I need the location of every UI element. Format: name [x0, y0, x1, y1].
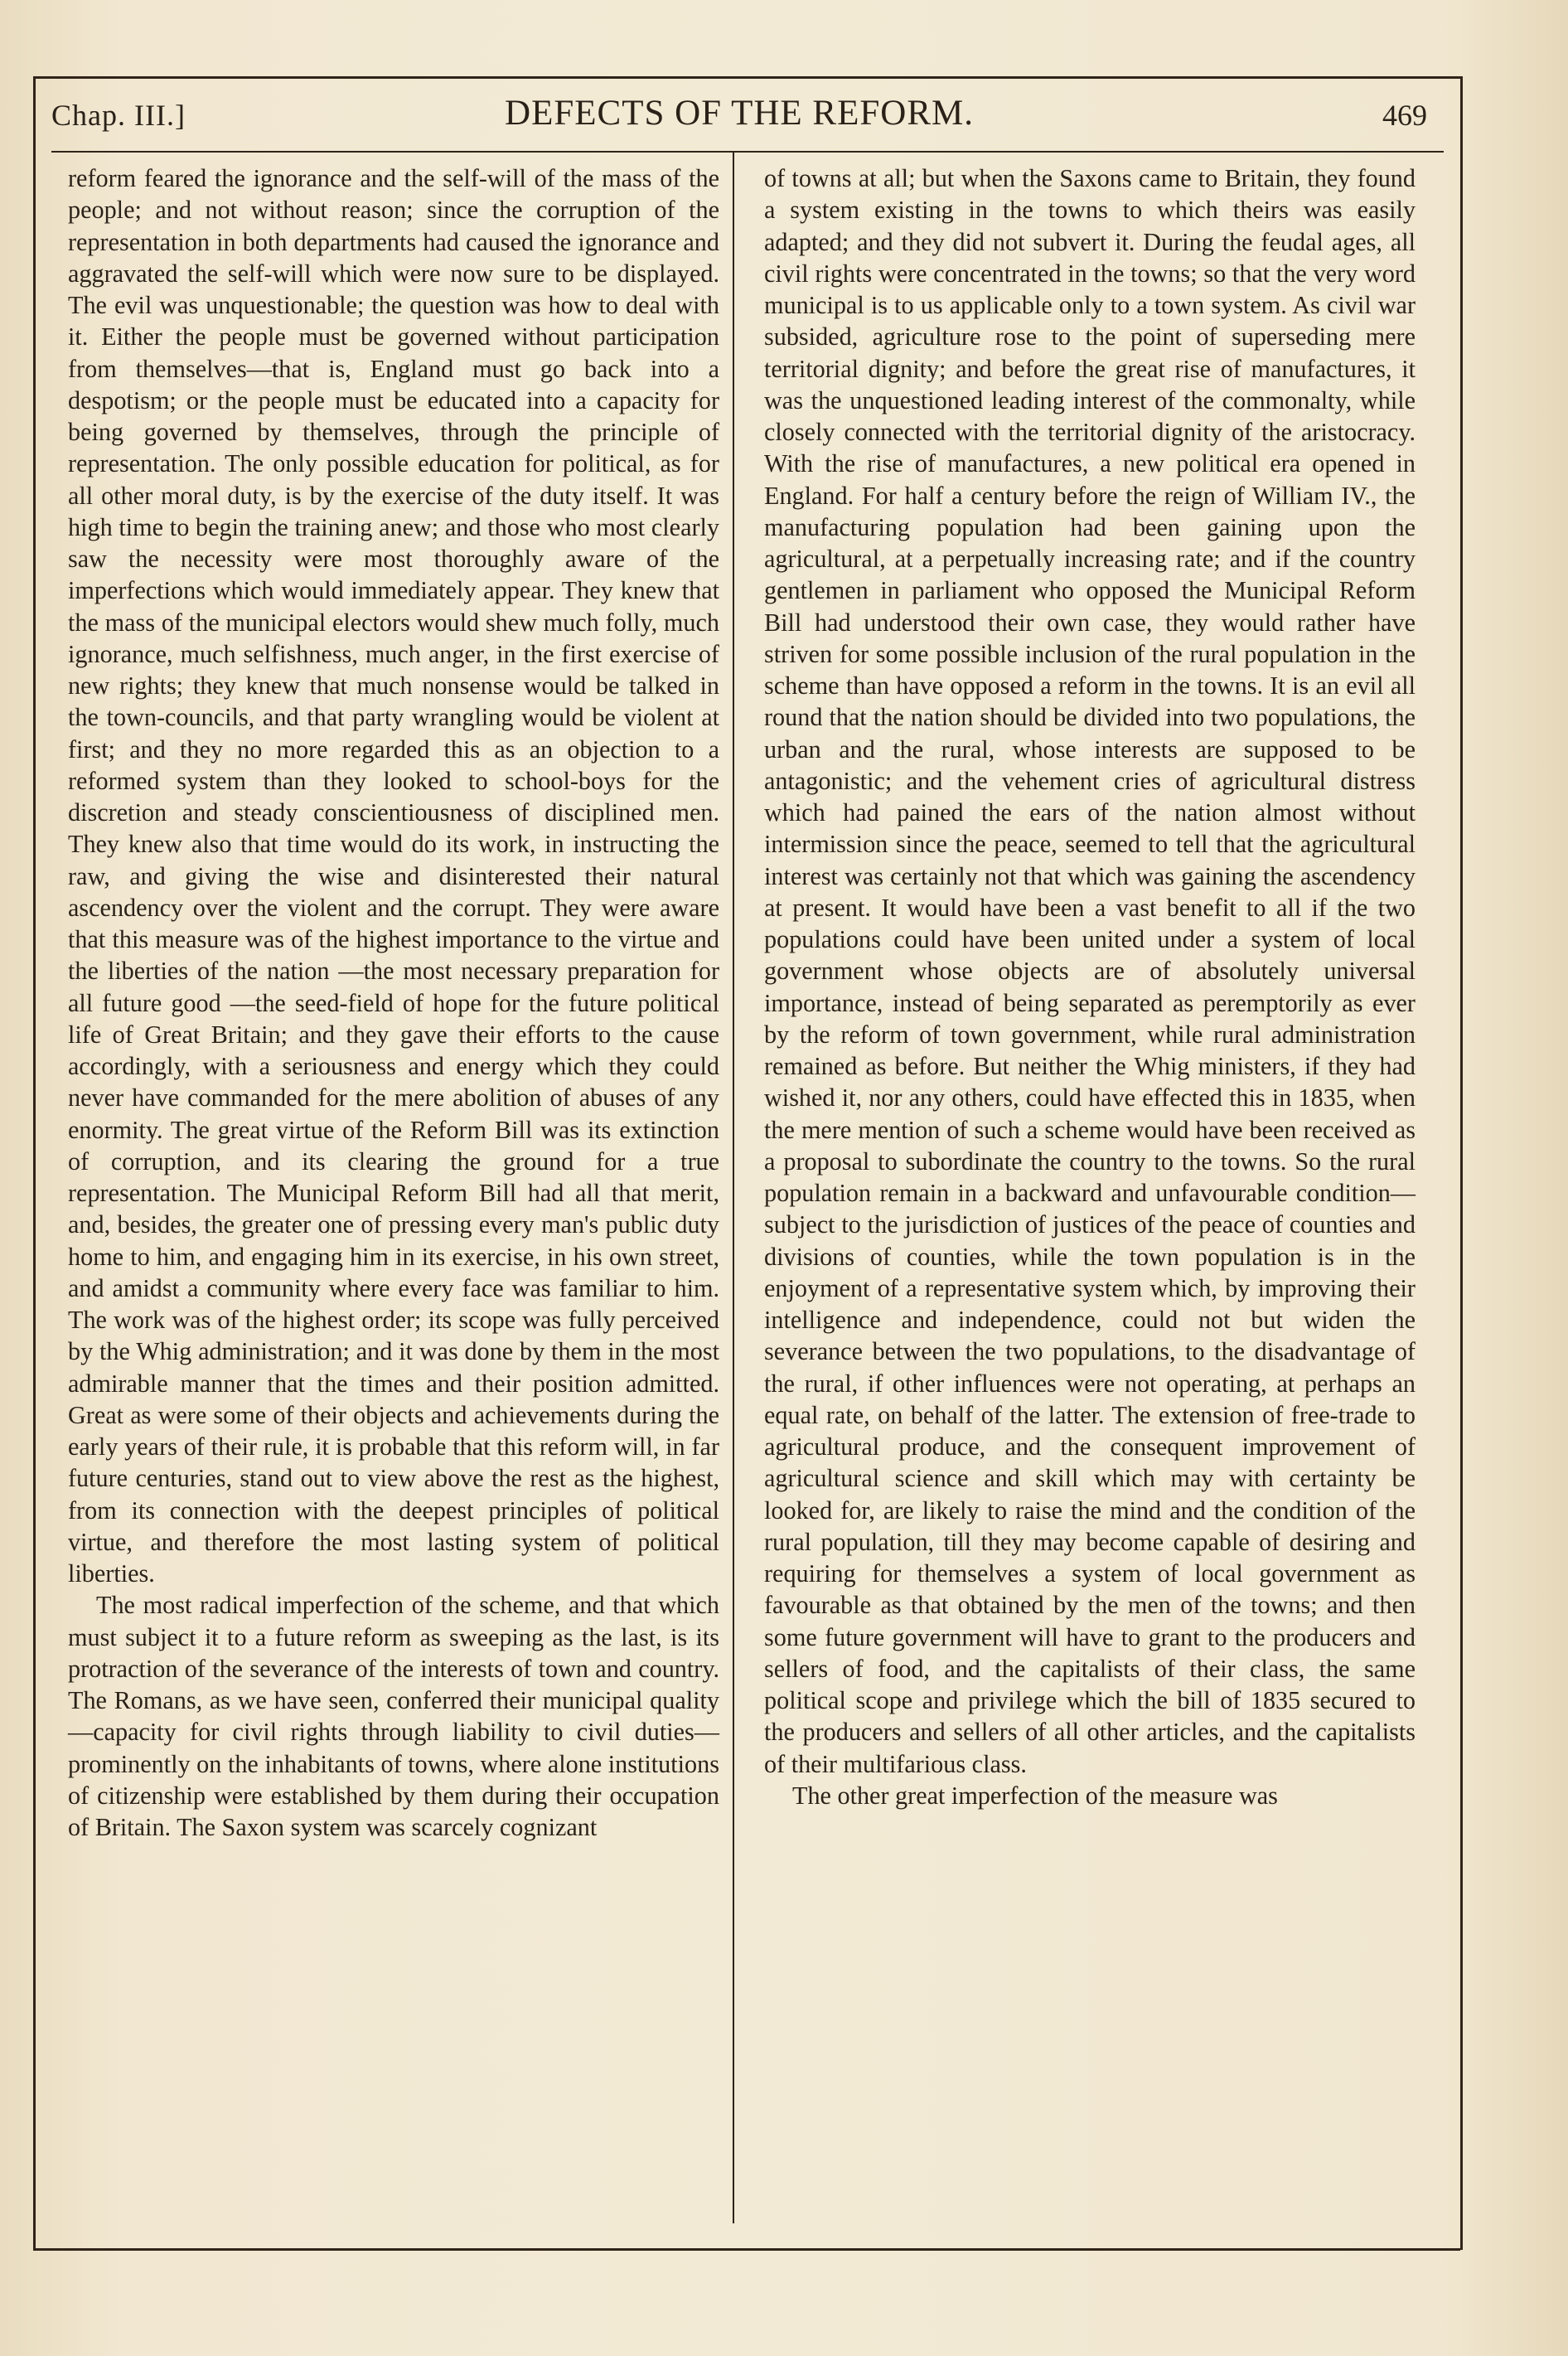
right-paragraph-2: The other great imperfection of the measure was — [792, 1781, 1278, 1810]
top-border-rule — [33, 76, 1460, 79]
left-paragraph-1: reform feared the ignorance and the self-will of the mass of the people; and not without reason; since the corruption of the representation in both departments had caused the ignorance and aggravated the self-will which were now sure to be displayed. The evil was unquestionable; the question was how to deal with it. Either the people must be governed without participation from themselves—that is, England must go back into a despotism; or the people must be educated into a capacity for being governed by themselves, through the principle of representation. The only possible education for political, as for all other moral duty, is by the exercise of the duty itself. It was high time to begin the training anew; and those who most clearly saw the necessity were most thoroughly aware of the imperfections which would immediately appear. They knew that the mass of the municipal electors would shew much folly, much ignorance, much selfishness, much anger, in the first exercise of new rights; they knew that much nonsense would be talked in the town-councils, and that party wrangling would be violent at first; and they no more regarded this as an objection to a reformed system than they looked to school-boys for the discretion and steady conscientiousness of disciplined men. They knew also that time would do its work, in instructing the raw, and giving the wise and disinterested their natural ascendency over the violent and the corrupt. They were aware that this measure was of the highest importance to the virtue and the liberties of the nation —the most necessary preparation for all future good —the seed-field of hope for the future political life of Great Britain; and they gave their efforts to the cause accordingly, with a seriousness and energy which they could never have commanded for the mere abolition of abuses of any enormity. The great virtue of the Reform Bill was its extinction of corruption, and its clearing the ground for a true representation. The Municipal Reform Bill had all that merit, and, besides, the greater one of pressing every man's public duty home to him, and engaging him in its exercise, in his own street, and amidst a community where every face was familiar to him. The work was of the highest order; its scope was fully perceived by the Whig administration; and it was done by them in the most admirable manner that the times and their position admitted. Great as were some of their objects and achievements during the early years of their rule, it is probable that this reform will, in far future centuries, stand out to view above the rest as the highest, from its connection with the deepest principles of political virtue, and therefore the most lasting system of political liberties. — [68, 164, 719, 1588]
right-column — [764, 162, 1416, 1811]
running-header — [51, 94, 1427, 148]
left-border-rule — [33, 76, 36, 2250]
chapter-label: Chap. III.] — [51, 99, 186, 132]
right-paragraph-1: of towns at all; but when the Saxons came to Britain, they found a system existing in the towns to which theirs was easily adapted; and they did not subvert it. During the feudal ages, all civil rights were concentrated in the towns; so that the very word municipal is to us applicable only to a town system. As civil war subsided, agriculture rose to the point of superseding mere territorial dignity; and before the great rise of manufactures, it was the unquestioned leading interest of the commonalty, while closely connected with the territorial dignity of the aristocracy. With the rise of manufactures, a new political era opened in England. For half a century before the reign of William IV., the manufacturing population had been gaining upon the agricultural, at a perpetually increasing rate; and if the country gentlemen in parliament who opposed the Municipal Reform Bill had understood their own case, they would rather have striven for some possible inclusion of the rural population in the scheme than have opposed a reform in the towns. It is an evil all round that the nation should be divided into two populations, the urban and the rural, whose interests are supposed to be antagonistic; and the vehement cries of agricultural distress which had pained the ears of the nation almost without intermission since the peace, seemed to tell that the agricultural interest was certainly not that which was gaining the ascendency at present. It would have been a vast benefit to all if the two populations could have been united under a system of local government whose objects are of absolutely universal importance, instead of being separated as peremptorily as ever by the reform of town government, while rural administration remained as before. But neither the Whig ministers, if they had wished it, nor any others, could have effected this in 1835, when the mere mention of such a scheme would have been received as a proposal to subordinate the country to the towns. So the rural population remain in a backward and unfavourable condition—subject to the jurisdiction of justices of the peace of counties and divisions of counties, while the town population is in the enjoyment of a representative system which, by improving their intelligence and independence, could not but widen the severance between the two populations, to the disadvantage of the rural, if other influences were not operating, at perhaps an equal rate, on behalf of the latter. The extension of free-trade to agricultural produce, and the consequent improvement of agricultural science and skill which may with certainty be looked for, are likely to raise the mind and the condition of the rural population, till they may become capable of desiring and requiring for themselves a system of local government as favourable as that obtained by the men of the towns; and then some future government will have to grant to the producers and sellers of food, and the capitalists of their class, the same political scope and privilege which the bill of 1835 secured to the producers and sellers of all other articles, and the capitalists of their multifarious class. — [764, 164, 1416, 1778]
running-title: DEFECTS OF THE REFORM. — [505, 94, 974, 133]
header-rule — [51, 151, 1444, 153]
column-divider — [733, 153, 734, 2223]
page-number: 469 — [1382, 99, 1427, 132]
left-paragraph-2: The most radical imperfection of the scheme, and that which must subject it to a future reform as sweeping as the last, is its protraction of the severance of the interests of town and country. The Romans, as we have seen, conferred their municipal quality—capacity for civil rights through liability to civil duties—prominently on the inhabitants of towns, where alone institutions of citizenship were established by them during their occupation of Britain. The Saxon system was scarcely cognizant — [68, 1591, 719, 1841]
right-border-rule — [1460, 76, 1463, 2250]
left-column — [68, 162, 719, 1843]
bottom-border-rule — [33, 2248, 1460, 2251]
